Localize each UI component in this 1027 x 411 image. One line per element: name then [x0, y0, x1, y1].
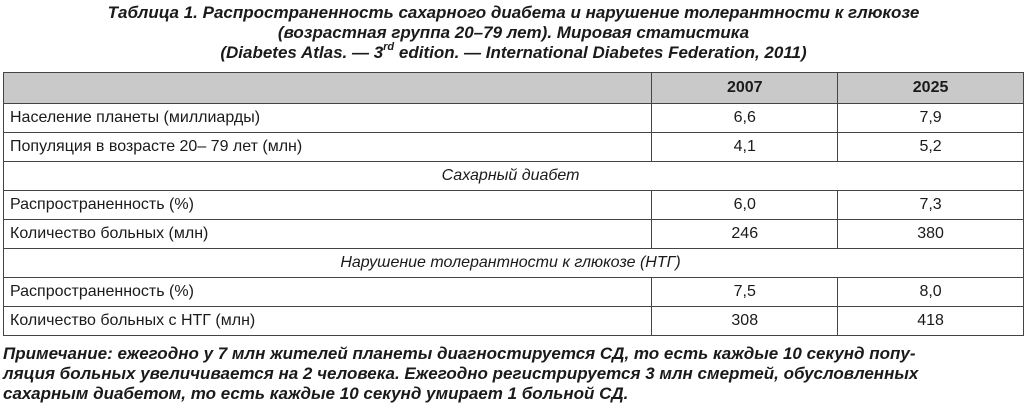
section-title-ntg: Нарушение толерантности к глюкозе (НТГ) [4, 249, 1024, 278]
value-2007: 6,6 [652, 104, 838, 133]
table-footnote [3, 344, 1024, 404]
table-row [4, 307, 1024, 336]
footnote-line-3: сахарным диабетом, то есть каждые 10 секунд умирает 1 больной СД. [3, 384, 629, 403]
row-label: Распространенность (%) [4, 191, 652, 220]
header-label-cell [4, 73, 652, 104]
row-label: Распространенность (%) [4, 278, 652, 307]
value-2007: 4,1 [652, 133, 838, 162]
caption-line-3 [0, 43, 1027, 63]
caption-source-prefix: (Diabetes Atlas. — 3 [220, 43, 384, 62]
caption-source-suffix: edition. — International Diabetes Federation, 2011) [394, 43, 807, 62]
value-2007: 7,5 [652, 278, 838, 307]
section-row-ntg [4, 249, 1024, 278]
value-2025: 380 [838, 220, 1024, 249]
table-caption [0, 3, 1027, 63]
row-label: Количество больных (млн) [4, 220, 652, 249]
value-2007: 6,0 [652, 191, 838, 220]
value-2007: 308 [652, 307, 838, 336]
section-title-diabetes: Сахарный диабет [4, 162, 1024, 191]
value-2025: 5,2 [838, 133, 1024, 162]
table-row [4, 278, 1024, 307]
footnote-line-2: ляция больных увеличивается на 2 человека. Ежегодно регистрируется 3 млн смертей, обусловленных [3, 364, 919, 383]
value-2025: 8,0 [838, 278, 1024, 307]
caption-edition-superscript: rd [383, 41, 395, 54]
table-header-row [4, 73, 1024, 104]
row-label: Количество больных с НТГ (млн) [4, 307, 652, 336]
row-label: Популяция в возрасте 20– 79 лет (млн) [4, 133, 652, 162]
section-row-diabetes [4, 162, 1024, 191]
header-year-2025: 2025 [838, 73, 1024, 104]
row-label: Население планеты (миллиарды) [4, 104, 652, 133]
value-2025: 7,3 [838, 191, 1024, 220]
table-row [4, 220, 1024, 249]
caption-line-2: (возрастная группа 20–79 лет). Мировая статистика [277, 23, 750, 42]
table-row [4, 133, 1024, 162]
caption-line-1: Таблица 1. Распространенность сахарного диабета и нарушение толерантности к глюкозе [107, 3, 920, 22]
value-2025: 418 [838, 307, 1024, 336]
value-2007: 246 [652, 220, 838, 249]
table-row [4, 191, 1024, 220]
table-row [4, 104, 1024, 133]
statistics-table [3, 72, 1024, 336]
header-year-2007: 2007 [652, 73, 838, 104]
value-2025: 7,9 [838, 104, 1024, 133]
footnote-line-1: Примечание: ежегодно у 7 млн жителей планеты диагностируется СД, то есть каждые 10 секунд попу- [3, 344, 916, 363]
